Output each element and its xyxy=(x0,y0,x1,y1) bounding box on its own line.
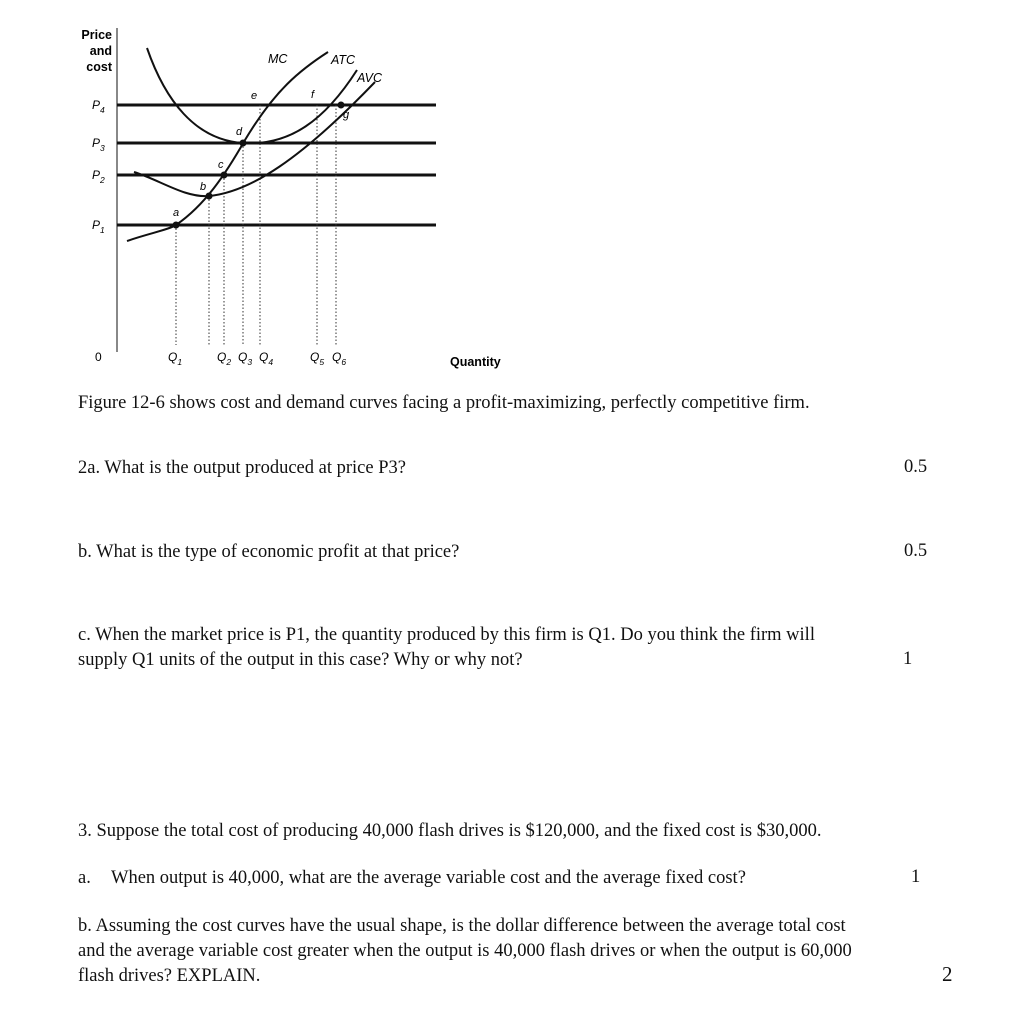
point-label-b: b xyxy=(200,181,207,193)
y-axis-label-line3: cost xyxy=(86,60,112,74)
cost-curves-figure xyxy=(0,0,520,380)
point-d xyxy=(240,140,247,147)
price-label-p2: $P_2$ xyxy=(92,168,105,185)
q6-label: $Q_6$ xyxy=(332,350,347,367)
points-3a: 1 xyxy=(911,867,921,887)
avc-label: AVC xyxy=(357,71,383,85)
price-label-p1: $P_1$ xyxy=(92,218,105,235)
x-axis-label: Quantity xyxy=(450,355,501,369)
point-b xyxy=(206,193,213,200)
question-3: 3. Suppose the total cost of producing 40,000 flash drives is $120,000, and the fixed cost is $30,000. xyxy=(78,821,822,841)
point-a xyxy=(173,222,180,229)
question-3a: When output is 40,000, what are the average variable cost and the average fixed cost? xyxy=(111,868,746,888)
q5-label: $Q_5$ xyxy=(310,350,325,367)
point-g xyxy=(338,102,345,109)
points-2c: 1 xyxy=(903,649,913,669)
question-2c-line2: supply Q1 units of the output in this case? Why or why not? xyxy=(78,650,523,670)
q3-label: $Q_3$ xyxy=(238,350,253,367)
question-3b-line2: and the average variable cost greater when the output is 40,000 flash drives or when the output is 60,000 xyxy=(78,941,852,961)
mc-label: MC xyxy=(268,52,288,66)
question-3b-line3: flash drives? EXPLAIN. xyxy=(78,966,261,986)
question-3a-marker: a. xyxy=(78,868,91,888)
origin-label: 0 xyxy=(95,350,102,364)
point-label-g: g xyxy=(343,109,350,121)
y-axis-label-line1: Price xyxy=(81,28,112,42)
atc-label: ATC xyxy=(331,53,356,67)
y-axis-label-line2: and xyxy=(89,44,112,58)
figure-caption: Figure 12-6 shows cost and demand curves facing a profit-maximizing, perfectly competitive firm. xyxy=(78,393,810,413)
q4-label: $Q_4$ xyxy=(259,350,274,367)
point-label-c: c xyxy=(218,159,224,171)
question-2c-line1: c. When the market price is P1, the quantity produced by this firm is Q1. Do you think the firm will xyxy=(78,625,815,645)
q1-label: $Q_1$ xyxy=(168,350,183,367)
mc-curve xyxy=(127,52,328,241)
point-label-a: a xyxy=(173,207,180,219)
point-label-f: f xyxy=(311,89,315,101)
points-2b: 0.5 xyxy=(904,541,928,561)
point-c xyxy=(221,172,228,179)
price-label-p4: $P_4$ xyxy=(92,98,105,115)
points-2a: 0.5 xyxy=(904,457,928,477)
point-label-e: e xyxy=(251,90,258,102)
question-2a: 2a. What is the output produced at price P3? xyxy=(78,458,406,478)
q2-label: $Q_2$ xyxy=(217,350,232,367)
question-2b: b. What is the type of economic profit at that price? xyxy=(78,542,460,562)
points-3b: 2 xyxy=(942,962,953,986)
price-label-p3: $P_3$ xyxy=(92,136,105,153)
question-3b-line1: b. Assuming the cost curves have the usual shape, is the dollar difference between the average total cost xyxy=(78,916,846,936)
point-label-d: d xyxy=(236,126,243,138)
